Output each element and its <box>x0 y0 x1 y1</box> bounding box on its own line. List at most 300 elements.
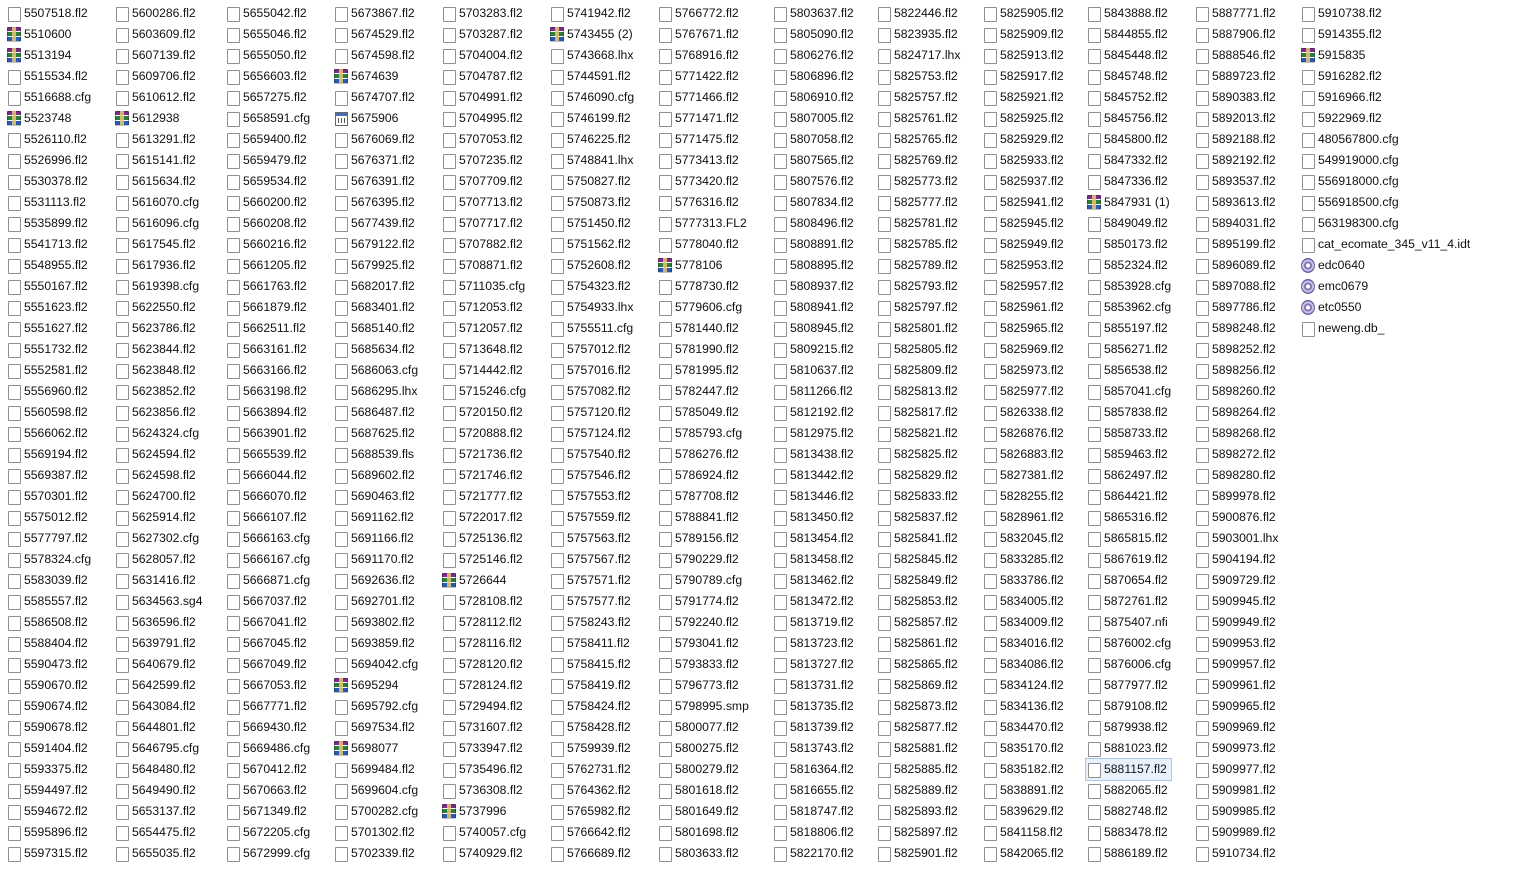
file-item[interactable] <box>876 339 960 360</box>
file-item[interactable] <box>441 633 526 654</box>
file-item[interactable] <box>114 717 202 738</box>
file-item[interactable] <box>6 276 91 297</box>
file-item[interactable] <box>225 465 310 486</box>
file-item[interactable] <box>772 801 854 822</box>
file-item[interactable] <box>225 612 310 633</box>
file-item[interactable] <box>114 129 202 150</box>
file-item[interactable] <box>876 612 960 633</box>
file-item[interactable] <box>114 633 202 654</box>
file-item[interactable] <box>6 24 91 45</box>
file-item[interactable] <box>333 339 418 360</box>
file-item[interactable] <box>1194 633 1278 654</box>
file-item[interactable] <box>6 591 91 612</box>
file-item[interactable] <box>982 549 1064 570</box>
file-item[interactable] <box>441 549 526 570</box>
file-item[interactable] <box>549 318 634 339</box>
file-item[interactable] <box>333 696 418 717</box>
file-item[interactable] <box>982 591 1064 612</box>
file-item[interactable] <box>549 255 634 276</box>
file-item[interactable] <box>333 192 418 213</box>
file-item[interactable] <box>772 108 854 129</box>
file-item[interactable] <box>982 696 1064 717</box>
file-item[interactable] <box>6 465 91 486</box>
file-item[interactable] <box>114 654 202 675</box>
file-item[interactable] <box>225 255 310 276</box>
file-item[interactable] <box>1086 297 1171 318</box>
file-item[interactable] <box>982 465 1064 486</box>
file-item[interactable] <box>1194 402 1278 423</box>
file-item[interactable] <box>982 318 1064 339</box>
file-item[interactable] <box>114 3 202 24</box>
file-item[interactable] <box>114 192 202 213</box>
file-item[interactable] <box>225 402 310 423</box>
file-item[interactable] <box>876 234 960 255</box>
file-item[interactable] <box>1086 717 1171 738</box>
file-item[interactable] <box>333 759 418 780</box>
file-item[interactable] <box>772 150 854 171</box>
file-item[interactable] <box>657 675 749 696</box>
file-item[interactable] <box>982 675 1064 696</box>
file-item[interactable] <box>549 87 634 108</box>
file-item[interactable] <box>114 255 202 276</box>
file-item[interactable] <box>6 213 91 234</box>
file-item[interactable] <box>657 444 749 465</box>
file-item[interactable] <box>114 822 202 843</box>
file-item[interactable] <box>982 45 1064 66</box>
file-item[interactable] <box>225 423 310 444</box>
file-item[interactable] <box>1194 108 1278 129</box>
file-item[interactable] <box>441 696 526 717</box>
file-item[interactable] <box>982 570 1064 591</box>
file-item[interactable] <box>549 738 634 759</box>
file-item[interactable] <box>657 465 749 486</box>
file-item[interactable] <box>1086 87 1171 108</box>
file-item[interactable] <box>549 801 634 822</box>
file-item[interactable] <box>876 507 960 528</box>
file-item[interactable] <box>657 738 749 759</box>
file-item[interactable] <box>1194 738 1278 759</box>
file-item[interactable] <box>1194 381 1278 402</box>
file-item[interactable] <box>772 507 854 528</box>
file-item[interactable] <box>1194 549 1278 570</box>
file-item[interactable] <box>6 570 91 591</box>
file-item[interactable] <box>772 528 854 549</box>
file-item[interactable] <box>657 255 749 276</box>
file-item[interactable] <box>876 444 960 465</box>
file-item[interactable] <box>1194 591 1278 612</box>
file-item[interactable] <box>549 360 634 381</box>
file-item[interactable] <box>1086 45 1171 66</box>
file-item[interactable] <box>1300 318 1470 339</box>
file-item[interactable] <box>333 444 418 465</box>
file-item[interactable] <box>6 612 91 633</box>
file-item[interactable] <box>441 612 526 633</box>
file-item[interactable] <box>657 486 749 507</box>
file-item[interactable] <box>1086 759 1171 780</box>
file-item[interactable] <box>876 486 960 507</box>
file-item[interactable] <box>772 843 854 864</box>
file-item[interactable] <box>441 381 526 402</box>
file-item[interactable] <box>772 486 854 507</box>
file-item[interactable] <box>114 297 202 318</box>
file-item[interactable] <box>1086 675 1171 696</box>
file-item[interactable] <box>441 654 526 675</box>
file-item[interactable] <box>333 360 418 381</box>
file-item[interactable] <box>441 465 526 486</box>
file-item[interactable] <box>333 108 418 129</box>
file-item[interactable] <box>114 276 202 297</box>
file-item[interactable] <box>549 3 634 24</box>
file-item[interactable] <box>876 381 960 402</box>
file-item[interactable] <box>549 171 634 192</box>
file-item[interactable] <box>772 612 854 633</box>
file-item[interactable] <box>333 822 418 843</box>
file-item[interactable] <box>982 486 1064 507</box>
file-item[interactable] <box>441 129 526 150</box>
file-item[interactable] <box>441 423 526 444</box>
file-item[interactable] <box>982 444 1064 465</box>
file-item[interactable] <box>876 717 960 738</box>
file-item[interactable] <box>657 549 749 570</box>
file-item[interactable] <box>549 633 634 654</box>
file-item[interactable] <box>982 717 1064 738</box>
file-item[interactable] <box>549 192 634 213</box>
file-item[interactable] <box>225 213 310 234</box>
file-item[interactable] <box>225 129 310 150</box>
file-item[interactable] <box>876 24 960 45</box>
file-item[interactable] <box>225 738 310 759</box>
file-item[interactable] <box>6 150 91 171</box>
file-item[interactable] <box>114 150 202 171</box>
file-item[interactable] <box>441 108 526 129</box>
file-item[interactable] <box>876 465 960 486</box>
file-item[interactable] <box>441 801 526 822</box>
file-item[interactable] <box>549 381 634 402</box>
file-item[interactable] <box>657 612 749 633</box>
file-item[interactable] <box>772 339 854 360</box>
file-item[interactable] <box>657 234 749 255</box>
file-item[interactable] <box>114 339 202 360</box>
file-item[interactable] <box>772 759 854 780</box>
file-item[interactable] <box>225 822 310 843</box>
file-item[interactable] <box>772 717 854 738</box>
file-item[interactable] <box>441 717 526 738</box>
file-item[interactable] <box>441 87 526 108</box>
file-item[interactable] <box>657 381 749 402</box>
file-item[interactable] <box>114 465 202 486</box>
file-item[interactable] <box>225 339 310 360</box>
file-item[interactable] <box>114 570 202 591</box>
file-item[interactable] <box>772 738 854 759</box>
file-item[interactable] <box>1194 486 1278 507</box>
file-item[interactable] <box>1300 276 1470 297</box>
file-item[interactable] <box>1300 129 1470 150</box>
file-item[interactable] <box>549 24 634 45</box>
file-item[interactable] <box>657 570 749 591</box>
file-item[interactable] <box>772 234 854 255</box>
file-item[interactable] <box>1300 108 1470 129</box>
file-item[interactable] <box>982 297 1064 318</box>
file-item[interactable] <box>6 780 91 801</box>
file-item[interactable] <box>6 675 91 696</box>
file-item[interactable] <box>657 528 749 549</box>
file-item[interactable] <box>6 633 91 654</box>
file-item[interactable] <box>549 612 634 633</box>
file-item[interactable] <box>1194 339 1278 360</box>
file-item[interactable] <box>772 570 854 591</box>
file-item[interactable] <box>225 633 310 654</box>
file-item[interactable] <box>1194 528 1278 549</box>
file-item[interactable] <box>114 234 202 255</box>
file-item[interactable] <box>1086 486 1171 507</box>
file-item[interactable] <box>549 696 634 717</box>
file-item[interactable] <box>1086 360 1171 381</box>
file-item[interactable] <box>333 591 418 612</box>
file-item[interactable] <box>114 675 202 696</box>
file-item[interactable] <box>1194 66 1278 87</box>
file-item[interactable] <box>549 465 634 486</box>
file-item[interactable] <box>657 129 749 150</box>
file-item[interactable] <box>657 171 749 192</box>
file-item[interactable] <box>333 633 418 654</box>
file-item[interactable] <box>333 801 418 822</box>
file-item[interactable] <box>657 717 749 738</box>
file-item[interactable] <box>772 423 854 444</box>
file-item[interactable] <box>772 318 854 339</box>
file-item[interactable] <box>333 465 418 486</box>
file-item[interactable] <box>1086 570 1171 591</box>
file-item[interactable] <box>6 360 91 381</box>
file-item[interactable] <box>441 276 526 297</box>
file-item[interactable] <box>225 444 310 465</box>
file-item[interactable] <box>114 318 202 339</box>
file-item[interactable] <box>1086 129 1171 150</box>
file-item[interactable] <box>114 696 202 717</box>
file-item[interactable] <box>225 654 310 675</box>
file-item[interactable] <box>657 696 749 717</box>
file-item[interactable] <box>982 339 1064 360</box>
file-item[interactable] <box>1086 843 1171 864</box>
file-item[interactable] <box>772 213 854 234</box>
file-item[interactable] <box>1194 780 1278 801</box>
file-item[interactable] <box>772 444 854 465</box>
file-item[interactable] <box>876 297 960 318</box>
file-item[interactable] <box>333 297 418 318</box>
file-item[interactable] <box>6 129 91 150</box>
file-item[interactable] <box>876 738 960 759</box>
file-item[interactable] <box>1194 3 1278 24</box>
file-item[interactable] <box>441 24 526 45</box>
file-item[interactable] <box>1194 297 1278 318</box>
file-item[interactable] <box>772 255 854 276</box>
file-item[interactable] <box>6 381 91 402</box>
file-item[interactable] <box>114 843 202 864</box>
file-item[interactable] <box>1194 171 1278 192</box>
file-item[interactable] <box>982 276 1064 297</box>
file-item[interactable] <box>114 66 202 87</box>
file-item[interactable] <box>1194 801 1278 822</box>
file-item[interactable] <box>1194 192 1278 213</box>
file-item[interactable] <box>1194 822 1278 843</box>
file-item[interactable] <box>333 402 418 423</box>
file-item[interactable] <box>772 24 854 45</box>
file-item[interactable] <box>657 507 749 528</box>
file-item[interactable] <box>114 612 202 633</box>
file-item[interactable] <box>441 780 526 801</box>
file-item[interactable] <box>1300 234 1470 255</box>
file-item[interactable] <box>225 171 310 192</box>
file-item[interactable] <box>6 234 91 255</box>
file-item[interactable] <box>1300 213 1470 234</box>
file-item[interactable] <box>876 696 960 717</box>
file-item[interactable] <box>982 528 1064 549</box>
file-item[interactable] <box>657 276 749 297</box>
file-item[interactable] <box>876 87 960 108</box>
file-item[interactable] <box>441 150 526 171</box>
file-item[interactable] <box>225 45 310 66</box>
file-item[interactable] <box>772 66 854 87</box>
file-item[interactable] <box>333 423 418 444</box>
file-item[interactable] <box>876 129 960 150</box>
file-item[interactable] <box>441 486 526 507</box>
file-item[interactable] <box>225 570 310 591</box>
file-item[interactable] <box>772 129 854 150</box>
file-item[interactable] <box>333 675 418 696</box>
file-item[interactable] <box>114 738 202 759</box>
file-item[interactable] <box>225 297 310 318</box>
file-item[interactable] <box>441 570 526 591</box>
file-item[interactable] <box>6 297 91 318</box>
file-item[interactable] <box>549 759 634 780</box>
file-item[interactable] <box>549 423 634 444</box>
file-item[interactable] <box>441 675 526 696</box>
file-item[interactable] <box>225 24 310 45</box>
file-item[interactable] <box>1194 234 1278 255</box>
file-item[interactable] <box>6 339 91 360</box>
file-item[interactable] <box>1194 423 1278 444</box>
file-item[interactable] <box>982 402 1064 423</box>
file-item[interactable] <box>1300 24 1470 45</box>
file-item[interactable] <box>333 612 418 633</box>
file-item[interactable] <box>772 633 854 654</box>
file-item[interactable] <box>1194 507 1278 528</box>
file-item[interactable] <box>1300 66 1470 87</box>
file-item[interactable] <box>1086 801 1171 822</box>
file-item[interactable] <box>549 402 634 423</box>
file-item[interactable] <box>1194 759 1278 780</box>
file-item[interactable] <box>333 654 418 675</box>
file-item[interactable] <box>225 66 310 87</box>
file-item[interactable] <box>225 780 310 801</box>
file-item[interactable] <box>114 549 202 570</box>
file-item[interactable] <box>772 297 854 318</box>
file-item[interactable] <box>1086 738 1171 759</box>
file-item[interactable] <box>6 255 91 276</box>
file-item[interactable] <box>876 3 960 24</box>
file-item[interactable] <box>441 591 526 612</box>
file-item[interactable] <box>549 213 634 234</box>
file-item[interactable] <box>441 402 526 423</box>
file-item[interactable] <box>333 129 418 150</box>
file-item[interactable] <box>657 297 749 318</box>
file-item[interactable] <box>876 423 960 444</box>
file-item[interactable] <box>333 276 418 297</box>
file-item[interactable] <box>1086 276 1171 297</box>
file-item[interactable] <box>982 24 1064 45</box>
file-item[interactable] <box>982 801 1064 822</box>
file-item[interactable] <box>1086 780 1171 801</box>
file-item[interactable] <box>441 171 526 192</box>
file-item[interactable] <box>657 3 749 24</box>
file-item[interactable] <box>1300 3 1470 24</box>
file-item[interactable] <box>1086 465 1171 486</box>
file-item[interactable] <box>772 780 854 801</box>
file-item[interactable] <box>549 654 634 675</box>
file-item[interactable] <box>6 759 91 780</box>
file-item[interactable] <box>982 108 1064 129</box>
file-item[interactable] <box>657 213 749 234</box>
file-item[interactable] <box>876 66 960 87</box>
file-item[interactable] <box>1086 171 1171 192</box>
file-item[interactable] <box>549 129 634 150</box>
file-item[interactable] <box>876 801 960 822</box>
file-item[interactable] <box>549 45 634 66</box>
file-item[interactable] <box>6 444 91 465</box>
file-item[interactable] <box>876 591 960 612</box>
file-item[interactable] <box>657 780 749 801</box>
file-item[interactable] <box>333 507 418 528</box>
file-item[interactable] <box>333 171 418 192</box>
file-item[interactable] <box>114 24 202 45</box>
file-item[interactable] <box>982 507 1064 528</box>
file-item[interactable] <box>441 318 526 339</box>
file-item[interactable] <box>6 3 91 24</box>
file-item[interactable] <box>772 45 854 66</box>
file-item[interactable] <box>6 654 91 675</box>
file-item[interactable] <box>1086 633 1171 654</box>
file-item[interactable] <box>657 822 749 843</box>
file-item[interactable] <box>982 192 1064 213</box>
file-item[interactable] <box>772 696 854 717</box>
file-item[interactable] <box>1086 822 1171 843</box>
file-item[interactable] <box>549 822 634 843</box>
file-item[interactable] <box>114 213 202 234</box>
file-item[interactable] <box>549 297 634 318</box>
file-item[interactable] <box>6 66 91 87</box>
file-item[interactable] <box>876 150 960 171</box>
file-item[interactable] <box>6 192 91 213</box>
file-item[interactable] <box>982 612 1064 633</box>
file-item[interactable] <box>114 801 202 822</box>
file-item[interactable] <box>1300 150 1470 171</box>
file-item[interactable] <box>1086 150 1171 171</box>
file-item[interactable] <box>441 213 526 234</box>
file-item[interactable] <box>876 843 960 864</box>
file-item[interactable] <box>441 45 526 66</box>
file-item[interactable] <box>6 45 91 66</box>
file-item[interactable] <box>333 528 418 549</box>
file-item[interactable] <box>1194 843 1278 864</box>
file-item[interactable] <box>772 822 854 843</box>
file-item[interactable] <box>1194 612 1278 633</box>
file-item[interactable] <box>982 843 1064 864</box>
file-item[interactable] <box>441 66 526 87</box>
file-item[interactable] <box>441 759 526 780</box>
file-item[interactable] <box>225 675 310 696</box>
file-item[interactable] <box>876 402 960 423</box>
file-item[interactable] <box>225 234 310 255</box>
file-item[interactable] <box>657 66 749 87</box>
